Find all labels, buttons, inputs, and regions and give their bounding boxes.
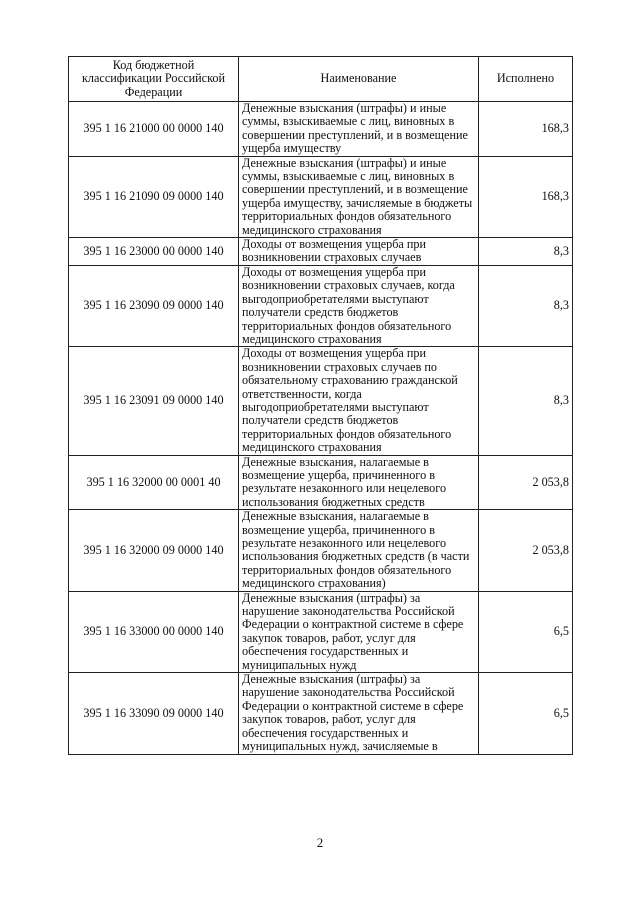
- row-executed: 168,3: [479, 156, 573, 237]
- row-name: Доходы от возмещения ущерба при возникновении страховых случаев, когда выгодоприобретателями выступают получатели средств бюджетов территориальных фондов обязательного медицинского страхования: [239, 265, 479, 346]
- row-name: Денежные взыскания (штрафы) за нарушение законодательства Российской Федерации о контрактной системе в сфере закупок товаров, работ, услуг для обеспечения государственных и муниципальных нужд: [239, 591, 479, 672]
- row-code: 395 1 16 23090 09 0000 140: [69, 265, 239, 346]
- table-header-row: [69, 57, 573, 102]
- row-code: 395 1 16 23091 09 0000 140: [69, 347, 239, 455]
- row-executed: 6,5: [479, 591, 573, 672]
- row-code: 395 1 16 32000 09 0000 140: [69, 510, 239, 591]
- row-executed: 2 053,8: [479, 510, 573, 591]
- table-row: [69, 238, 573, 266]
- page-number: 2: [316, 835, 324, 850]
- header-executed: Исполнено: [479, 57, 573, 102]
- row-code: 395 1 16 33090 09 0000 140: [69, 673, 239, 754]
- row-executed: 8,3: [479, 238, 573, 266]
- table-row: [69, 510, 573, 591]
- table-row: [69, 156, 573, 237]
- row-code: 395 1 16 33000 00 0000 140: [69, 591, 239, 672]
- header-code: Код бюджетной классификации Российской Федерации: [69, 57, 239, 102]
- row-executed: 6,5: [479, 673, 573, 754]
- budget-revenue-table: [68, 56, 573, 755]
- row-executed: 8,3: [479, 265, 573, 346]
- row-name: Доходы от возмещения ущерба при возникновении страховых случаев: [239, 238, 479, 266]
- row-name: Денежные взыскания, налагаемые в возмещение ущерба, причиненного в результате незаконного или нецелевого использования бюджетных средств: [239, 455, 479, 510]
- row-name: Денежные взыскания (штрафы) за нарушение законодательства Российской Федерации о контрактной системе в сфере закупок товаров, работ, услуг для обеспечения государственных и муниципальных нужд, зачисляемые в: [239, 673, 479, 754]
- row-name: Доходы от возмещения ущерба при возникновении страховых случаев по обязательному страхованию гражданской ответственности, когда выгодоприобретателями выступают получатели средств бюджетов территориальных фондов обязательного медицинского страхования: [239, 347, 479, 455]
- table-row: [69, 455, 573, 510]
- table-row: [69, 591, 573, 672]
- row-executed: 168,3: [479, 102, 573, 157]
- row-executed: 2 053,8: [479, 455, 573, 510]
- table-row: [69, 347, 573, 455]
- table-row: [69, 673, 573, 754]
- row-name: Денежные взыскания (штрафы) и иные суммы, взыскиваемые с лиц, виновных в совершении преступлений, и в возмещение ущерба имуществу, зачисляемые в бюджеты территориальных фондов обязательного медицинского страхования: [239, 156, 479, 237]
- row-name: Денежные взыскания (штрафы) и иные суммы, взыскиваемые с лиц, виновных в совершении преступлений, и в возмещение ущерба имуществу: [239, 102, 479, 157]
- row-name: Денежные взыскания, налагаемые в возмещение ущерба, причиненного в результате незаконного или нецелевого использования бюджетных средств (в части территориальных фондов обязательного медицинского страхования): [239, 510, 479, 591]
- row-code: 395 1 16 32000 00 0001 40: [69, 455, 239, 510]
- row-code: 395 1 16 21090 09 0000 140: [69, 156, 239, 237]
- table-row: [69, 102, 573, 157]
- table-row: [69, 265, 573, 346]
- row-executed: 8,3: [479, 347, 573, 455]
- header-name: Наименование: [239, 57, 479, 102]
- row-code: 395 1 16 21000 00 0000 140: [69, 102, 239, 157]
- row-code: 395 1 16 23000 00 0000 140: [69, 238, 239, 266]
